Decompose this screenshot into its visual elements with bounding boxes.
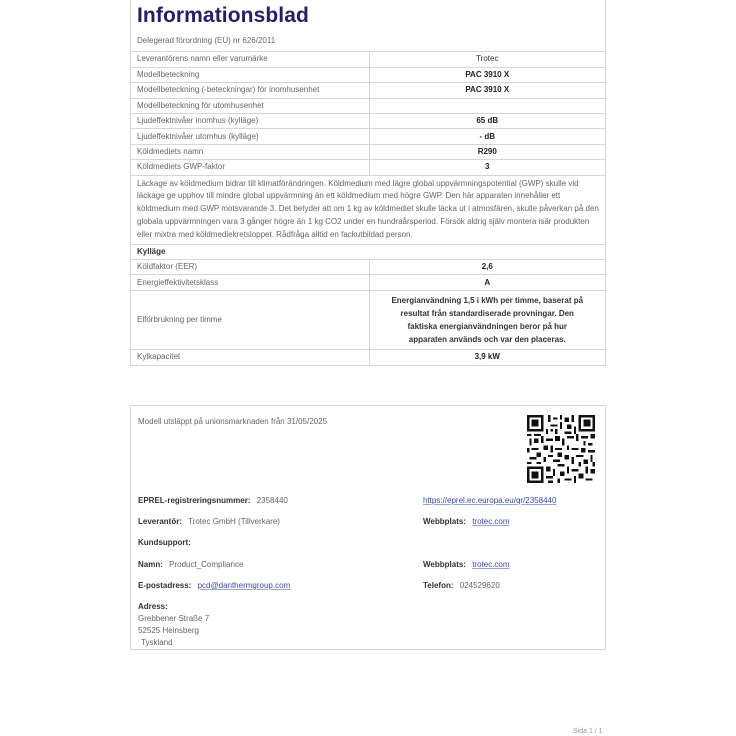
row-label: Ljudeffektnivåer inomhus (kylläge) [131,114,369,129]
row-value: PAC 3910 X [369,83,605,98]
table-row [131,349,605,364]
eprel-link-row [423,496,556,505]
gwp-notice: Läckage av köldmedium bidrar till klimatförändringen. Köldmedium med lägre global uppvärmningspotential (GWP) skulle vid läckage ge upphov till mindre global uppvärmning än ett köldmedium med högre GWP. Den här apparaten innehåller ett köldmedium med GWP motsvarande 3. Det betyder att om 1 kg av köldmediet skulle läcka ut i atmosfären, skulle påverkan på den globala uppvärmningen vara 3 gånger högre än 1 kg CO2 under en hundraårsperiod. Försök aldrig själv montera isär produkten eller mixtra med köldmediekretsloppet. Rådfråga alltid en fackutbildad person. [131,175,605,244]
row-value: 3 [369,160,605,175]
row-value: 2,6 [369,260,605,275]
website-row [423,517,510,526]
eprel-registration [138,496,288,505]
row-label: Leverantörens namn eller varumärke [131,52,369,67]
market-date: Modell utsläppt på unionsmarknaden från 31/05/2025 [138,417,328,426]
section-header-cooling: Kylläge [131,244,605,259]
website-label: Webbplats: [423,517,466,526]
row-label: Modellbeteckning för utomhusenhet [131,98,369,113]
support-website-link[interactable]: trotec.com [472,560,510,569]
spec-table [131,52,605,365]
row-label: Köldmediets namn [131,144,369,159]
row-value: A [369,275,605,290]
email-link[interactable]: pcd@danthermgroup.com [197,581,291,590]
table-row [131,114,605,129]
table-row [131,67,605,82]
support-website-label: Webbplats: [423,560,466,569]
row-label: Kylkapacitet [131,349,369,364]
name-value: Product_Compliance [169,560,244,569]
support-website-row [423,560,510,569]
table-row [131,275,605,290]
table-row [131,290,605,349]
email-row [138,581,290,590]
table-row [131,144,605,159]
gwp-notice-row [131,175,605,244]
row-value: PAC 3910 X [369,67,605,82]
row-value [369,98,605,113]
row-label: Modellbeteckning (-beteckningar) för inomhusenhet [131,83,369,98]
section-header-row [131,244,605,259]
table-row [131,98,605,113]
customer-support-heading [138,538,195,547]
regulation-subtitle: Delegerad förordning (EU) nr 626/2011 [131,32,605,52]
supplier-panel [130,405,606,650]
address-label-row [138,602,172,611]
supplier-value: Trotec GmbH (Tillverkare) [188,517,280,526]
phone-value: 024529620 [459,581,500,590]
table-row [131,160,605,175]
row-value: Trotec [369,52,605,67]
row-label: Ljudeffektnivåer utomhus (kylläge) [131,129,369,144]
row-value: 65 dB [369,114,605,129]
row-value: 3,9 kW [474,352,500,362]
page-title: Informationsblad [137,4,309,27]
address-line: Tyskland [141,638,173,647]
phone-row [423,581,500,590]
address-line: Grebbener Straße 7 [138,614,210,623]
row-value: - dB [369,129,605,144]
row-label: Elförbrukning per timme [131,290,369,349]
name-label: Namn: [138,560,163,569]
supplier-label: Leverantör: [138,517,183,526]
table-row [131,83,605,98]
row-label: Modellbeteckning [131,67,369,82]
email-label: E-postadress: [138,581,192,590]
address-line: 52525 Heinsberg [138,626,199,635]
table-row [131,52,605,67]
table-row [131,260,605,275]
eprel-link[interactable]: https://eprel.ec.europa.eu/qr/2358440 [423,496,557,505]
info-sheet [130,0,606,366]
address-label: Adress: [138,602,168,611]
table-row [131,129,605,144]
row-label: Köldfaktor (EER) [131,260,369,275]
supplier-row [138,517,280,526]
row-value: Energianvändning 1,5 i kWh per timme, baserat på resultat från standardiserade provningar. Den faktiska energianvändningen beror på hur apparaten används och var den placeras. [369,290,605,349]
row-value: R290 [369,144,605,159]
website-link[interactable]: trotec.com [472,517,510,526]
page-number: Sida 1 / 1 [573,728,603,735]
support-label: Kundsupport: [138,538,191,547]
name-row [138,560,243,569]
qr-code-icon[interactable] [527,414,595,484]
row-label: Energieffektivitetsklass [131,275,369,290]
row-label: Köldmediets GWP-faktor [131,160,369,175]
eprel-label: EPREL-registreringsnummer: [138,496,251,505]
eprel-value: 2358440 [256,496,288,505]
phone-label: Telefon: [423,581,454,590]
